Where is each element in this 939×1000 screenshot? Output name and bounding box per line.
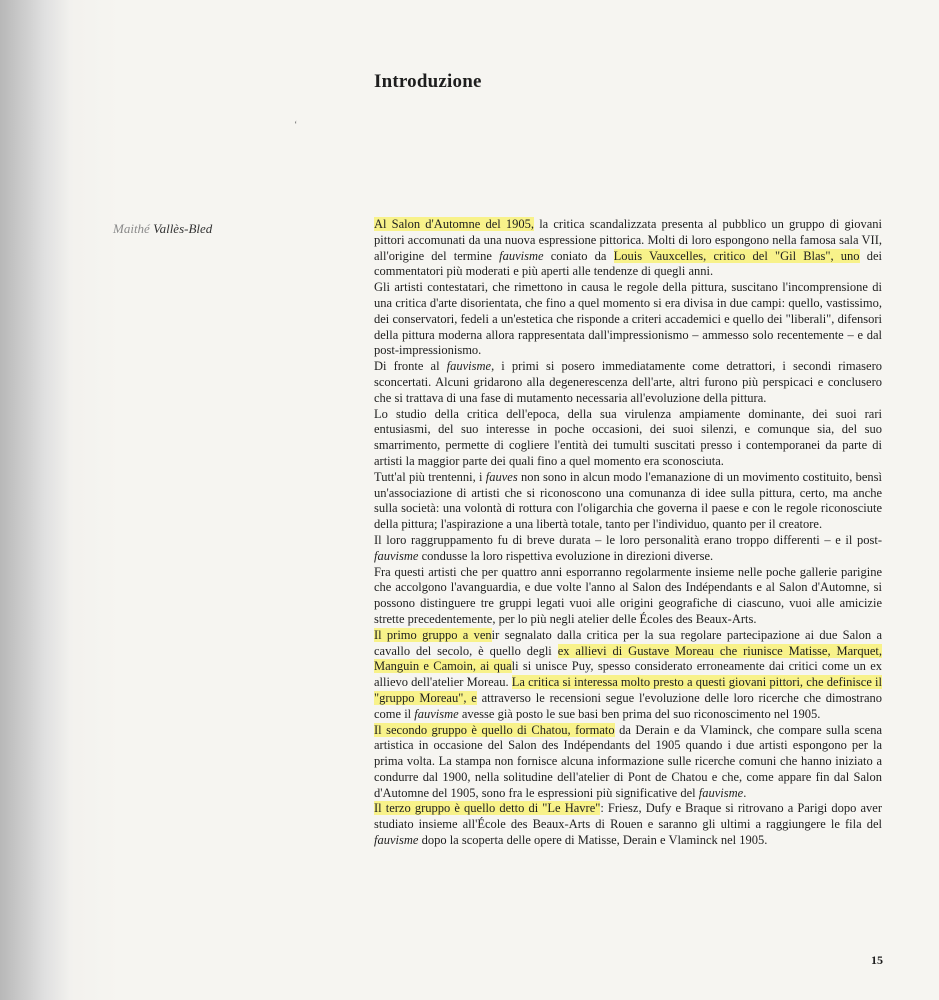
highlighted-text: Il primo gruppo a ven xyxy=(374,627,492,642)
text-run: Lo studio della critica dell'epoca, della sua virulenza ampiamente dominante, dei suoi rari entusiasmi, del suo interesse in poche occasioni, dei suoi silenzi, e comunque sia, del suo smarrimento, permette di cogliere l'entità dei tumulti suscitati presso i contemporanei da parte di artisti la maggior parte dei quali fino a quel momento era sconosciuta. xyxy=(374,406,882,468)
chapter-title: Introduzione xyxy=(374,70,482,92)
text-run: attraverso le recensioni segue l'evoluzione delle loro ricerche che dimostrano come il xyxy=(374,690,882,721)
italic-term: fauvisme xyxy=(698,785,744,800)
text-run: : Friesz, Dufy e Braque si ritrovano a Parigi dopo aver studiato insieme all'École des Beaux-Arts di Rouen e saranno gli ultimi a raggiungere le fila del xyxy=(374,801,882,832)
highlighted-text: La critica si interessa molto presto a questi giovani pittori, che definisce il "gruppo Moreau", e xyxy=(374,675,882,705)
paragraph xyxy=(374,533,882,565)
highlighted-text: Il secondo gruppo è quello di Chatou, formato xyxy=(374,722,615,737)
ink-speck: ‘ xyxy=(294,120,298,131)
book-spine-shadow xyxy=(0,0,70,1000)
text-run: Di fronte al xyxy=(374,359,447,374)
paragraph xyxy=(374,628,882,723)
italic-term: fauvisme xyxy=(374,833,419,848)
paragraph xyxy=(374,359,882,406)
paragraph xyxy=(374,723,882,802)
page-number: 15 xyxy=(871,953,883,967)
text-run: Tutt'al più trentenni, i xyxy=(374,469,486,484)
text-run: Fra questi artisti che per quattro anni esporranno regolarmente insieme nelle poche gallerie parigine che accolgono l'avanguardia, e due volte l'anno al Salon des Indépendants e al Salon d'Automne, si possono distinguere tre gruppi legati vuoi alle origini geografiche di ciascuno, vuoi alle amicizie strette precedentemente, per lo più negli atelier delle Écoles des Beaux-Arts. xyxy=(374,564,882,626)
body-text xyxy=(374,217,882,849)
paragraph xyxy=(374,565,882,628)
italic-term: fauvisme xyxy=(499,248,544,263)
text-run: condusse la loro rispettiva evoluzione in direzioni diverse. xyxy=(418,548,714,563)
text-run: . xyxy=(743,785,747,800)
text-run: da Derain e da Vlaminck, che compare sulla scena artistica in occasione del Salon des Indépendants del 1905 quando i due artisti espongono per la prima volta. La stampa non fornisce alcuna informazione sulle ricerche comuni che hanno iniziato a condurre dal 1900, nella solitudine dell'atelier di Pont de Chatou e che, come appare fin dal Salon d'Automne del 1905, sono fra le espressioni più significative del xyxy=(374,722,883,800)
text-run: non sono in alcun modo l'emanazione di un movimento costituito, bensì un'associazione di artisti che si riconoscono una comunanza di idee sulla pittura, certo, ma anche sulla società: una volontà di rottura con l'oligarchia che governa il paese e con le regole riconosciute della pittura; l'aspirazione a una libertà totale, tanto per l'individuo, quanto per il creatore. xyxy=(374,469,882,532)
highlighted-text: Al Salon d'Automne del 1905, xyxy=(374,217,535,231)
author-first-name: Maithé xyxy=(113,221,150,236)
paragraph xyxy=(374,801,882,848)
paragraph xyxy=(374,407,882,470)
text-run: , i primi si posero immediatamente come detrattori, i secondi rimasero sconcertati. Alcuni gridarono alla degenerescenza dell'arte, altri furono più perspicaci e conclusero che si trattava di una fase di mutamento necessaria all'evoluzione della pittura. xyxy=(374,359,882,405)
highlighted-text: Louis Vauxcelles, critico del "Gil Blas", uno xyxy=(613,248,860,263)
text-run: coniato da xyxy=(543,248,614,263)
text-run: Il loro raggruppamento fu di breve durata – le loro personalità erano troppo differenti – e il post- xyxy=(374,532,882,547)
text-run: dopo la scoperta delle opere di Matisse, Derain e Vlaminck nel 1905. xyxy=(418,833,768,848)
paragraph xyxy=(374,217,882,280)
italic-term: fauves xyxy=(485,469,518,484)
italic-term: fauvisme xyxy=(374,548,419,563)
italic-term: fauvisme xyxy=(414,706,459,721)
paragraph xyxy=(374,470,882,533)
text-run: la critica scandalizzata presenta al pubblico un gruppo di giovani pittori accomunati da una nuova espressione pittorica. Molti di loro espongono nella famosa sala VII, all'origine del termine xyxy=(374,217,882,263)
paragraph xyxy=(374,280,882,359)
author-name xyxy=(113,221,212,237)
highlighted-text: ex allievi di Gustave Moreau che riunisce Matisse, Marquet, Manguin e Camoin, ai qua xyxy=(374,643,882,674)
highlighted-text: Il terzo gruppo è quello detto di "Le Havre" xyxy=(374,801,601,816)
text-run: avesse già posto le sue basi ben prima del suo riconoscimento nel 1905. xyxy=(458,706,821,721)
text-run: Gli artisti contestatari, che rimettono in causa le regole della pittura, suscitano l'incomprensione di una critica d'arte disorientata, che fino a quel momento si era divisa in due campi: quello, vastissimo, dei conservatori, fedeli a un'estetica che risponde a criteri accademici e quello dei "liberali", difensori della pittura moderna allora rappresentata dall'impressionismo – ammesso solo recentemente – e dal post-impressionismo. xyxy=(374,280,882,358)
author-last-name: Vallès-Bled xyxy=(153,221,213,236)
text-run: li si unisce Puy, spesso considerato erroneamente dai critici come un ex allievo dell'atelier Moreau. xyxy=(374,659,882,690)
text-run: ir segnalato dalla critica per la sua regolare partecipazione ai due Salon a cavallo del secolo, è quello degli xyxy=(374,627,882,658)
text-run: dei commentatori più moderati e più aperti alle tendenze di quegli anni. xyxy=(374,248,882,279)
italic-term: fauvisme xyxy=(446,359,492,374)
